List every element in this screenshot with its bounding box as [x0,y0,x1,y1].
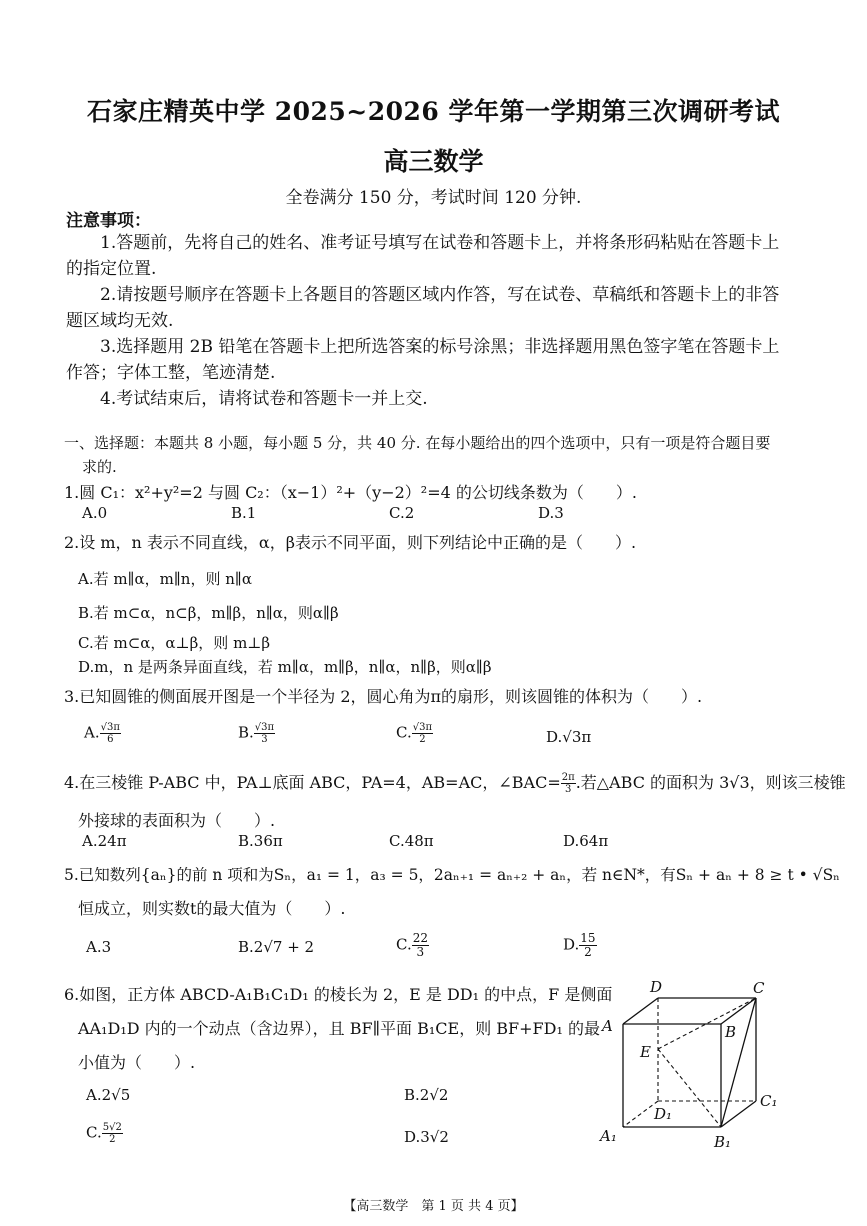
q4-stem-part1: 4.在三棱锥 P-ABC 中，PA⊥底面 ABC，PA=4，AB=AC，∠BAC= [64,773,561,792]
q3-option-c-den: 2 [419,734,426,745]
score-info: 全卷满分 150 分，考试时间 120 分钟. [285,188,582,208]
label-e: E [640,1043,651,1061]
q5-option-d-num: 15 [580,931,596,945]
q3-option-a-den: 6 [107,734,114,745]
q3-option-a [84,722,121,745]
q5-option-c [396,932,429,959]
edge-b1c1 [721,1101,756,1127]
edge-bc [721,998,756,1024]
q1-option-d: D.3 [538,504,564,522]
q3-option-c-num: √3π [412,722,433,733]
q4-option-d: D.64π [563,832,609,850]
notice-heading: 注意事项： [66,211,151,231]
question-2-stem: 2.设 m，n 表示不同直线，α，β表示不同平面，则下列结论中正确的是（ ）. [64,533,637,552]
q5-option-d-den: 2 [584,945,592,959]
q3-option-b-den: 3 [261,734,268,745]
q5-option-b: B.2√7 + 2 [238,938,315,956]
label-b1: B₁ [714,1133,732,1151]
question-5-stem-line2: 恒成立，则实数t的最大值为（ ）. [78,899,346,918]
question-4-stem-line2: 外接球的表面积为（ ）. [78,811,276,830]
q4-option-a: A.24π [82,832,127,850]
q4-option-b: B.36π [238,832,283,850]
question-3-stem: 3.已知圆锥的侧面展开图是一个半径为 2，圆心角为π的扇形，则该圆锥的体积为（ ）. [64,687,703,706]
notice-item-2: 2.请按题号顺序在答题卡上各题目的答题区域内作答，写在试卷、草稿纸和答题卡上的非答题区域均无效. [66,285,780,331]
label-a1: A₁ [600,1127,617,1145]
q2-option-a: A.若 m∥α，m∥n，则 n∥α [78,570,252,588]
q6-option-c-label: C. [86,1123,102,1142]
notice-list [66,230,796,412]
q5-option-c-label: C. [396,935,412,954]
q4-option-c: C.48π [389,832,434,850]
label-d1: D₁ [654,1105,673,1123]
q1-option-c: C.2 [389,504,415,522]
q5-option-d-label: D. [563,935,580,954]
section-intro-line1: 一、选择题：本题共 8 小题，每小题 5 分，共 40 分. 在每小题给出的四个选项中，只有一项是符合题目要 [64,434,771,452]
q2-option-c: C.若 m⊂α，α⊥β，则 m⊥β [78,634,271,652]
q3-option-d: D.√3π [546,728,592,746]
q5-option-c-den: 3 [416,945,425,959]
label-d: D [650,978,663,996]
notice-item-1: 1.答题前，先将自己的姓名、准考证号填写在试卷和答题卡上，并将条形码粘贴在答题卡上的指定位置. [66,233,780,279]
label-b: B [725,1023,737,1041]
notice-item-4: 4.考试结束后，请将试卷和答题卡一并上交. [100,389,428,409]
q3-option-b-label: B. [238,723,254,742]
q4-frac-den: 3 [565,784,572,795]
q6-option-c-den: 2 [109,1134,116,1145]
q3-option-a-label: A. [84,723,100,742]
question-4-stem [64,770,846,795]
q6-option-c-num: 5√2 [102,1122,122,1133]
q3-option-a-num: √3π [100,722,120,733]
cube-figure [590,975,790,1155]
q2-option-b: B.若 m⊂α，n⊂β，m∥β，n∥α，则α∥β [78,604,339,622]
edge-d1a1-hidden [623,1101,658,1127]
q3-option-c [396,722,433,745]
q5-option-a: A.3 [86,938,112,956]
q6-option-d: D.3√2 [404,1128,449,1146]
q3-option-b-num: √3π [254,722,275,733]
label-c1: C₁ [760,1092,778,1110]
edge-ad [623,998,658,1024]
q6-option-b: B.2√2 [404,1086,449,1104]
label-c: C [753,979,765,997]
question-6-stem-line3: 小值为（ ）. [78,1053,196,1072]
q6-option-a: A.2√5 [86,1086,131,1104]
question-6-stem-line2: AA₁D₁D 内的一个动点（含边界），且 BF∥平面 B₁CE，则 BF+FD₁ 的最 [78,1019,600,1038]
exam-title: 石家庄精英中学 2025~2026 学年第一学期第三次调研考试 [86,97,781,126]
question-5-stem: 5.已知数列{aₙ}的前 n 项和为Sₙ，a₁ = 1，a₃ = 5，2aₙ₊₁ = aₙ₊₂ + aₙ，若 n∈N*，有Sₙ + aₙ + 8 ≥ t • √Sₙ [64,866,840,884]
segment-b1c [721,998,756,1127]
exam-subject: 高三数学 [383,147,484,176]
q4-frac-num: 2π [561,772,575,783]
q6-option-c [86,1122,123,1145]
q4-stem-part2: .若△ABC 的面积为 3√3，则该三棱锥 [575,773,846,792]
question-6-stem-line1: 6.如图，正方体 ABCD-A₁B₁C₁D₁ 的棱长为 2，E 是 DD₁ 的中点，F 是侧面 [64,985,613,1004]
q1-option-b: B.1 [231,504,257,522]
q1-option-a: A.0 [82,504,108,522]
q5-option-c-num: 22 [412,931,428,945]
section-intro-line2: 求的. [82,458,117,476]
q3-option-c-label: C. [396,723,412,742]
label-a: A [602,1017,613,1035]
q2-option-d: D.m，n 是两条异面直线，若 m∥α，m∥β，n∥α，n∥β，则α∥β [78,658,492,676]
q5-option-d [563,932,597,959]
notice-item-3: 3.选择题用 2B 铅笔在答题卡上把所选答案的标号涂黑；非选择题用黑色签字笔在答题卡上作答；字体工整，笔迹清楚. [66,337,780,383]
q3-option-b [238,722,275,745]
page-footer: 【高三数学 第 1 页 共 4 页】 [343,1199,524,1214]
question-1-stem: 1.圆 C₁：x²+y²=2 与圆 C₂：（x−1）²+（y−2）²=4 的公切线条数为（ ）. [64,483,637,502]
